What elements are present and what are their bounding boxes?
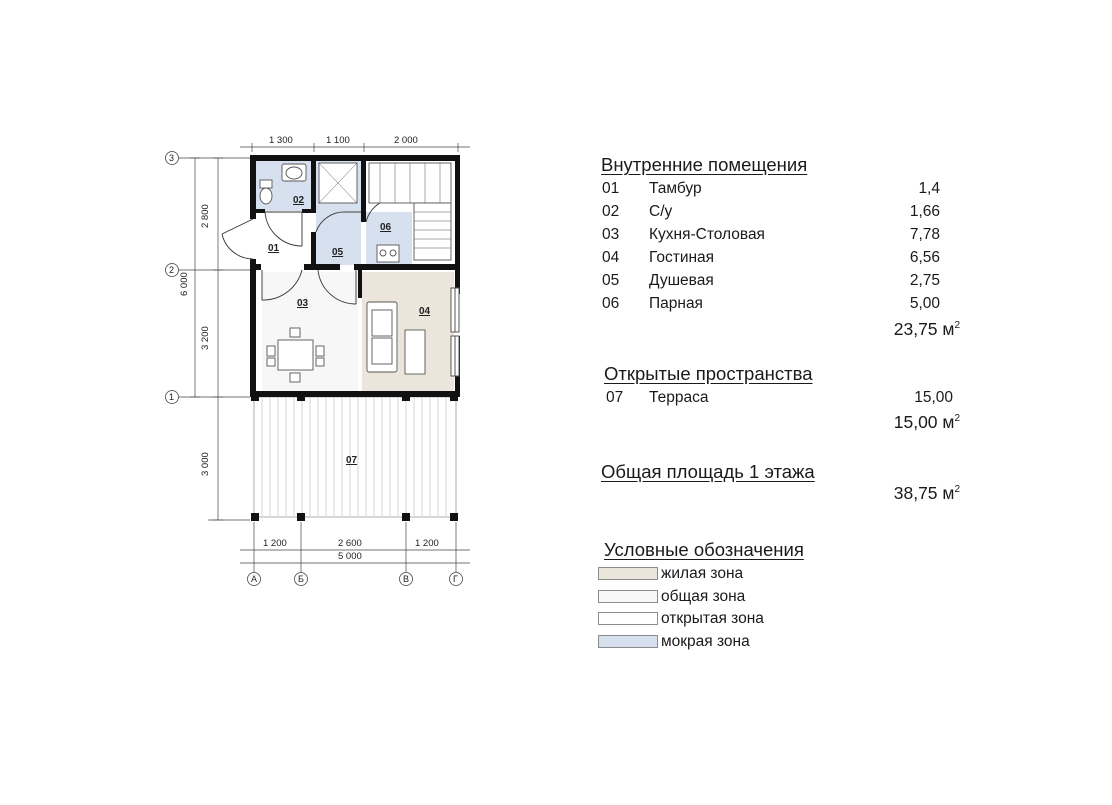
open-heading: Открытые пространства xyxy=(604,363,813,384)
legend-swatch-living xyxy=(598,567,658,580)
axis-col-v: В xyxy=(403,574,410,584)
interior-total-sup: 2 xyxy=(954,320,960,331)
room-name: Тамбур xyxy=(649,180,702,197)
legend-label: мокрая зона xyxy=(661,633,750,650)
dim-bottom-1: 1 200 xyxy=(263,538,287,549)
room-name: Парная xyxy=(649,295,703,312)
room-area: 1,66 xyxy=(909,203,940,220)
dim-top-2: 1 100 xyxy=(326,135,350,146)
dim-bottom-total: 5 000 xyxy=(338,551,362,562)
room-area: 6,56 xyxy=(909,249,940,266)
room-label-03: 03 xyxy=(297,298,309,309)
room-area: 15,00 xyxy=(914,389,953,406)
room-num: 06 xyxy=(602,295,620,312)
room-label-05: 05 xyxy=(332,247,344,258)
room-num: 05 xyxy=(602,272,620,289)
dim-top-3: 2 000 xyxy=(394,135,418,146)
open-total-sup: 2 xyxy=(954,413,960,424)
legend-label: открытая зона xyxy=(661,610,764,627)
legend-heading: Условные обозначения xyxy=(604,539,804,560)
floor-total-sup: 2 xyxy=(954,484,960,495)
room-name: Кухня-Столовая xyxy=(649,226,765,243)
dim-bottom-2: 2 600 xyxy=(338,538,362,549)
room-num: 01 xyxy=(602,180,620,197)
room-label-04: 04 xyxy=(419,306,431,317)
axis-row-2: 2 xyxy=(169,265,175,275)
floor-heading: Общая площадь 1 этажа xyxy=(601,461,815,482)
open-total-value: 15,00 м xyxy=(893,412,955,432)
room-num: 03 xyxy=(602,226,620,243)
axis-col-b: Б xyxy=(298,574,304,584)
legend-label: общая зона xyxy=(661,588,746,605)
interior-total xyxy=(820,319,960,340)
dim-left-total: 6 000 xyxy=(179,272,190,296)
legend-swatch-common xyxy=(598,590,658,603)
axis-row-1: 1 xyxy=(169,392,175,402)
axis-col-a: А xyxy=(251,574,258,584)
dim-left-2: 3 200 xyxy=(200,326,211,350)
interior-heading: Внутренние помещения xyxy=(601,154,808,175)
legend-swatch-open xyxy=(598,612,658,625)
room-area: 5,00 xyxy=(909,295,940,312)
room-label-07: 07 xyxy=(346,455,358,466)
room-num: 07 xyxy=(606,389,624,406)
room-num: 04 xyxy=(602,249,620,266)
legend-swatch-wet xyxy=(598,635,658,648)
interior-total-value: 23,75 м xyxy=(893,319,955,339)
axis-col-g: Г xyxy=(453,574,458,584)
legend-label: жилая зона xyxy=(661,565,744,582)
floor-total xyxy=(820,483,960,504)
room-area: 1,4 xyxy=(918,180,940,197)
room-name: Гостиная xyxy=(649,249,715,266)
open-total xyxy=(820,412,960,433)
room-area: 7,78 xyxy=(909,226,940,243)
room-name: Терраса xyxy=(649,389,709,406)
room-area: 2,75 xyxy=(909,272,940,289)
room-name: Душевая xyxy=(649,272,714,289)
dim-left-3: 3 000 xyxy=(200,452,211,476)
dim-top-1: 1 300 xyxy=(269,135,293,146)
room-num: 02 xyxy=(602,203,620,220)
room-label-02: 02 xyxy=(293,195,305,206)
axis-row-3: 3 xyxy=(169,153,175,163)
room-label-06: 06 xyxy=(380,222,392,233)
room-name: С/у xyxy=(649,203,673,220)
floor-total-value: 38,75 м xyxy=(893,483,955,503)
room-label-01: 01 xyxy=(268,243,280,254)
dim-bottom-3: 1 200 xyxy=(415,538,439,549)
dim-left-1: 2 800 xyxy=(200,204,211,228)
